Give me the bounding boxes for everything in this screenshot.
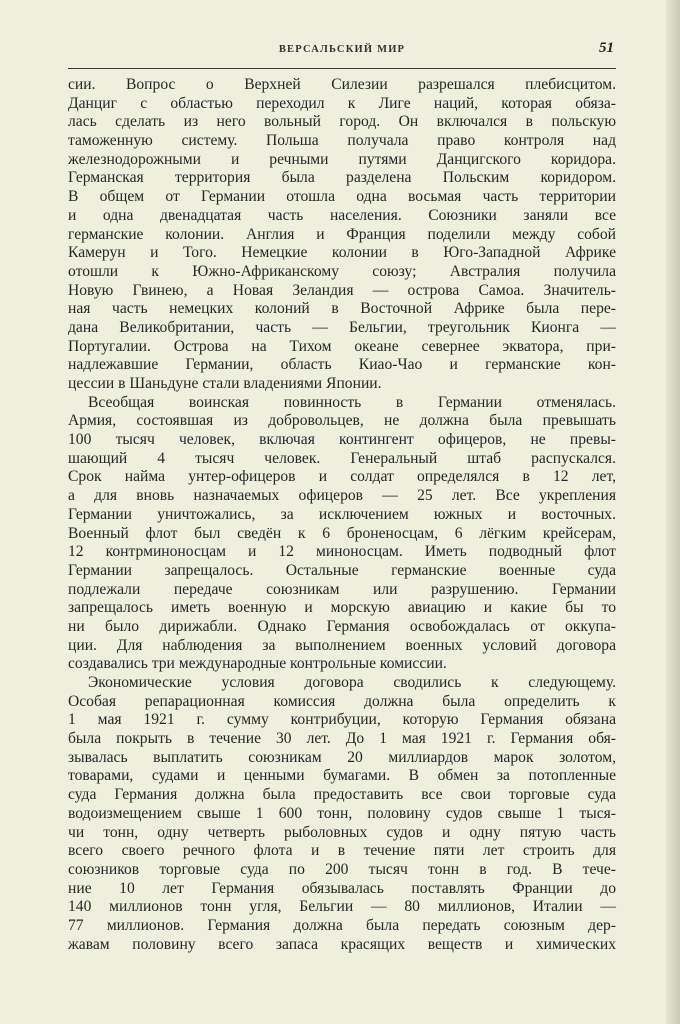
text-line: железнодорожными и речными путями Данцигского коридора. [68, 150, 616, 168]
text-line: подлежали передаче союзникам или разрушению. Германии [68, 580, 616, 598]
text-line: Армия, состоявшая из добровольцев, не должна была превышать [68, 412, 616, 430]
text-line: Особая репарационная комиссия должна была определить к [68, 692, 616, 710]
text-line: ние 10 лет Германия обязывалась поставлять Франции до [68, 879, 616, 897]
text-line: Германская территория была разделена Польским коридором. [68, 169, 616, 187]
text-line: Германии уничтожались, за исключением южных и восточных. [68, 505, 616, 523]
text-line: товарами, судами и ценными бумагами. В обмен за потопленные [68, 767, 616, 785]
text-line: 77 миллионов. Германия должна была передать союзным дер- [68, 916, 616, 934]
text-line: Германии запрещалось. Остальные германские военные суда [68, 561, 616, 579]
text-line: была покрыть в течение 30 лет. До 1 мая 1921 г. Германия обя- [68, 730, 616, 748]
text-line: Военный флот был сведён к 6 броненосцам, 6 лёгким крейсерам, [68, 524, 616, 542]
text-line: лась сделать из него вольный город. Он включался в польскую [68, 113, 616, 131]
running-head [68, 40, 616, 60]
text-line: ции. Для наблюдения за выполнением военных условий договора [68, 636, 616, 654]
page-edge-shadow [666, 0, 680, 1024]
text-line: жавам половину всего запаса красящих веществ и химических [68, 935, 616, 953]
text-line: водоизмещением свыше 1 600 тонн, половину судов свыше 1 тыся- [68, 804, 616, 822]
text-line: Срок найма унтер-офицеров и солдат определялся в 12 лет, [68, 468, 616, 486]
text-line: 140 миллионов тонн угля, Бельгии — 80 миллионов, Италии — [68, 898, 616, 916]
text-line: всего своего речного флота и в течение пяти лет строить для [68, 842, 616, 860]
running-title: ВЕРСАЛЬСКИЙ МИР [278, 44, 406, 55]
text-line: создавались три международные контрольные комиссии. [68, 655, 447, 673]
text-line: Португалии. Острова на Тихом океане севернее экватора, при- [68, 337, 616, 355]
text-line: Камерун и Того. Немецкие колонии в Юго-Западной Африке [68, 244, 616, 262]
text-line: ная часть немецких колоний в Восточной Африке была пере- [68, 300, 616, 318]
text-line: и одна двенадцатая часть населения. Союзники заняли все [68, 206, 616, 224]
text-line: Новую Гвинею, а Новая Зеландия — острова Самоа. Значитель- [68, 281, 616, 299]
header-rule [68, 68, 616, 69]
text-line: сии. Вопрос о Верхней Силезии разрешался плебисцитом. [68, 76, 616, 93]
text-line: чи тонн, одну четверть рыболовных судов и одну пятую часть [68, 823, 616, 841]
page-number: 51 [599, 40, 614, 56]
text-line: запрещалось иметь военную и морскую авиацию и какие бы то [68, 599, 616, 617]
text-line: отошли к Южно-Африканскому союзу; Австралия получила [68, 262, 616, 280]
text-line: шающий 4 тысяч человек. Генеральный штаб распускался. [68, 449, 616, 467]
text-line: а для вновь назначаемых офицеров — 25 лет. Все укрепления [68, 487, 616, 505]
text-line: 1 мая 1921 г. сумму контрибуции, которую Германия обязана [68, 711, 616, 729]
text-line: Экономические условия договора сводились к следующему. [88, 674, 616, 691]
text-line: таможенную систему. Польша получала право контроля над [68, 132, 616, 150]
text-line: В общем от Германии отошла одна восьмая часть территории [68, 188, 616, 206]
text-line: 12 контрминоносцам и 12 миноносцам. Иметь подводный флот [68, 543, 616, 561]
text-line: зывалась выплатить союзникам 20 миллиардов марок золотом, [68, 748, 616, 766]
text-line: Всеобщая воинская повинность в Германии отменялась. [88, 393, 616, 411]
text-line: Данциг с областью переходил к Лиге наций, которая обяза- [68, 94, 616, 112]
text-line: надлежавшие Германии, область Киао-Чао и германские кон- [68, 356, 616, 374]
text-line: 100 тысяч человек, включая контингент офицеров, не превы- [68, 431, 616, 449]
text-line: ни было дирижабли. Однако Германия освобождалась от оккупа- [68, 617, 616, 635]
text-line: германские колонии. Англия и Франция поделили между собой [68, 225, 616, 243]
text-line: цессии в Шаньдуне стали владениями Японии. [68, 375, 382, 392]
text-line: союзников торговые суда по 200 тысяч тонн в год. В тече- [68, 860, 616, 878]
text-line: суда Германия должна была предоставить все свои торговые суда [68, 786, 616, 804]
text-line: дана Великобритании, часть — Бельгии, треугольник Кионга — [68, 318, 616, 336]
body-text [68, 76, 616, 954]
